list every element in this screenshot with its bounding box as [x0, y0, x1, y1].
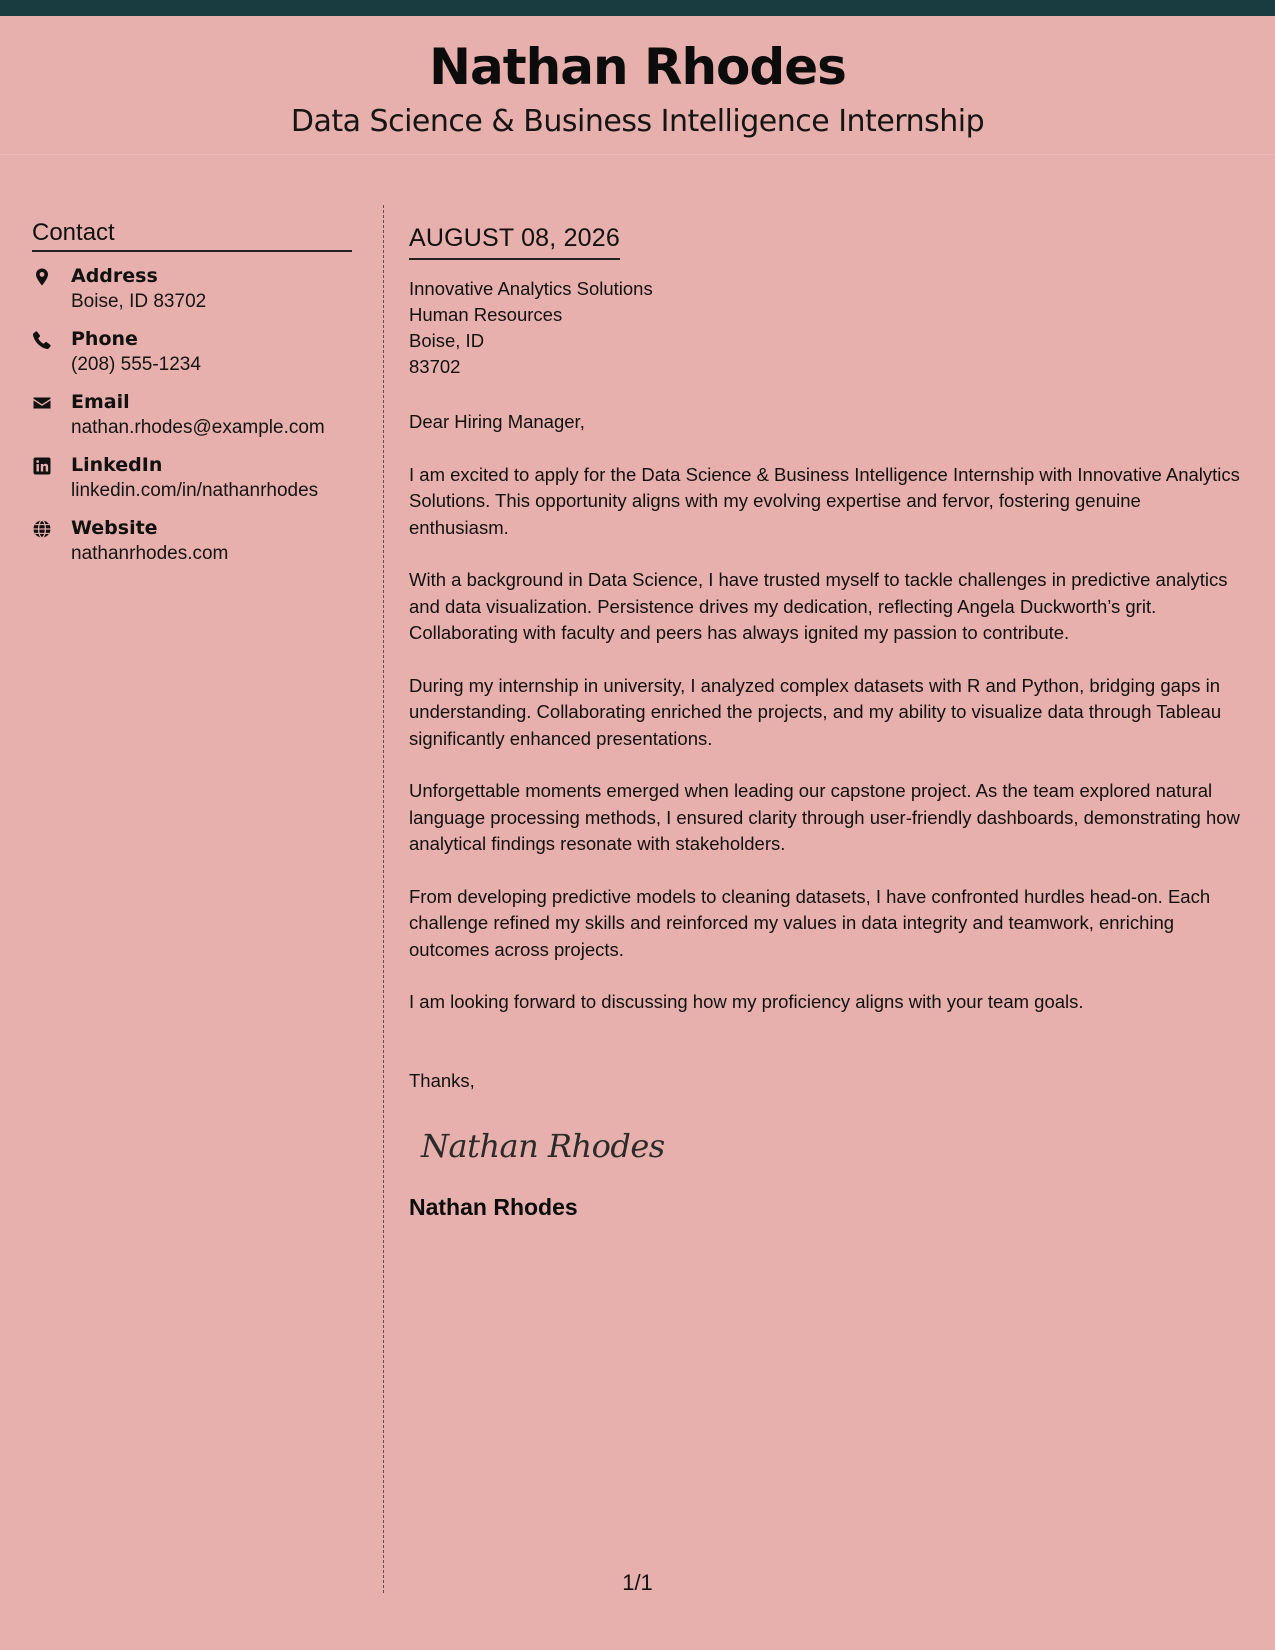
recipient-city: Boise, ID: [409, 330, 485, 351]
top-accent-bar: [0, 0, 1275, 16]
column-divider: [383, 205, 384, 1593]
website-value[interactable]: nathanrhodes.com: [71, 543, 229, 564]
body-paragraph: I am excited to apply for the Data Science & Business Intelligence Internship with Innovative Analytics Solutions. This opportunity aligns with my evolving expertise and fervor, fostering genuine enthusiasm.: [409, 463, 1240, 538]
contact-item-linkedin: [32, 453, 352, 516]
email-value[interactable]: nathan.rhodes@example.com: [71, 417, 325, 438]
map-pin-icon: [32, 267, 54, 289]
linkedin-icon: [32, 456, 54, 478]
phone-icon: [32, 330, 54, 352]
contact-item-phone: [32, 327, 352, 390]
phone-label: Phone: [71, 328, 138, 350]
salutation: Dear Hiring Manager,: [409, 411, 585, 432]
linkedin-label: LinkedIn: [71, 454, 163, 476]
body-paragraph: With a background in Data Science, I have trusted myself to tackle challenges in predictive analytics and data visualization. Persistence drives my dedication, reflecting Angela Duckworth’s grit. Collaborating with faculty and peers has always ignited my passion to contribute.: [409, 569, 1228, 643]
closing: Thanks,: [409, 1069, 475, 1091]
job-title: Data Science & Business Intelligence Internship: [290, 104, 985, 139]
envelope-icon: [32, 393, 54, 415]
email-label: Email: [71, 391, 130, 413]
address-label: Address: [71, 265, 158, 287]
contact-item-email: [32, 390, 352, 453]
recipient-department: Human Resources: [409, 304, 563, 325]
applicant-name: Nathan Rhodes: [429, 38, 846, 96]
recipient-company: Innovative Analytics Solutions: [409, 278, 653, 299]
body-paragraph: I am looking forward to discussing how my proficiency aligns with your team goals.: [409, 991, 1084, 1012]
linkedin-value[interactable]: linkedin.com/in/nathanrhodes: [71, 480, 319, 501]
signature-text: Nathan Rhodes: [421, 1127, 665, 1165]
recipient-block: [409, 276, 1241, 380]
phone-value: (208) 555-1234: [71, 354, 201, 375]
contact-item-address: [32, 264, 352, 327]
contact-heading: Contact: [32, 218, 352, 252]
website-label: Website: [71, 517, 158, 539]
body-paragraph: From developing predictive models to cleaning datasets, I have confronted hurdles head-on. Each challenge refined my skills and reinforced my values in data integrity and teamwork, enriching outcomes across projects.: [409, 885, 1211, 960]
address-value: Boise, ID 83702: [71, 291, 207, 312]
handwritten-signature: [421, 1120, 1241, 1172]
page-header: [0, 16, 1275, 155]
letter-body: [409, 222, 1241, 1222]
contact-sidebar: [32, 218, 352, 579]
letter-date: AUGUST 08, 2026: [409, 222, 620, 260]
signer-name: Nathan Rhodes: [409, 1194, 578, 1220]
contact-item-website: [32, 516, 352, 579]
body-paragraph: During my internship in university, I analyzed complex datasets with R and Python, bridging gaps in understanding. Collaborating enriched the projects, and my ability to visualize data through Tableau significantly enhanced presentations.: [409, 674, 1222, 749]
globe-icon: [32, 519, 54, 541]
body-paragraph: Unforgettable moments emerged when leading our capstone project. As the team explored natural language processing methods, I ensured clarity through user-friendly dashboards, demonstrating how analytical findings resonate with stakeholders.: [409, 780, 1240, 854]
recipient-zip: 83702: [409, 356, 461, 377]
page-number: 1/1: [622, 1570, 653, 1595]
